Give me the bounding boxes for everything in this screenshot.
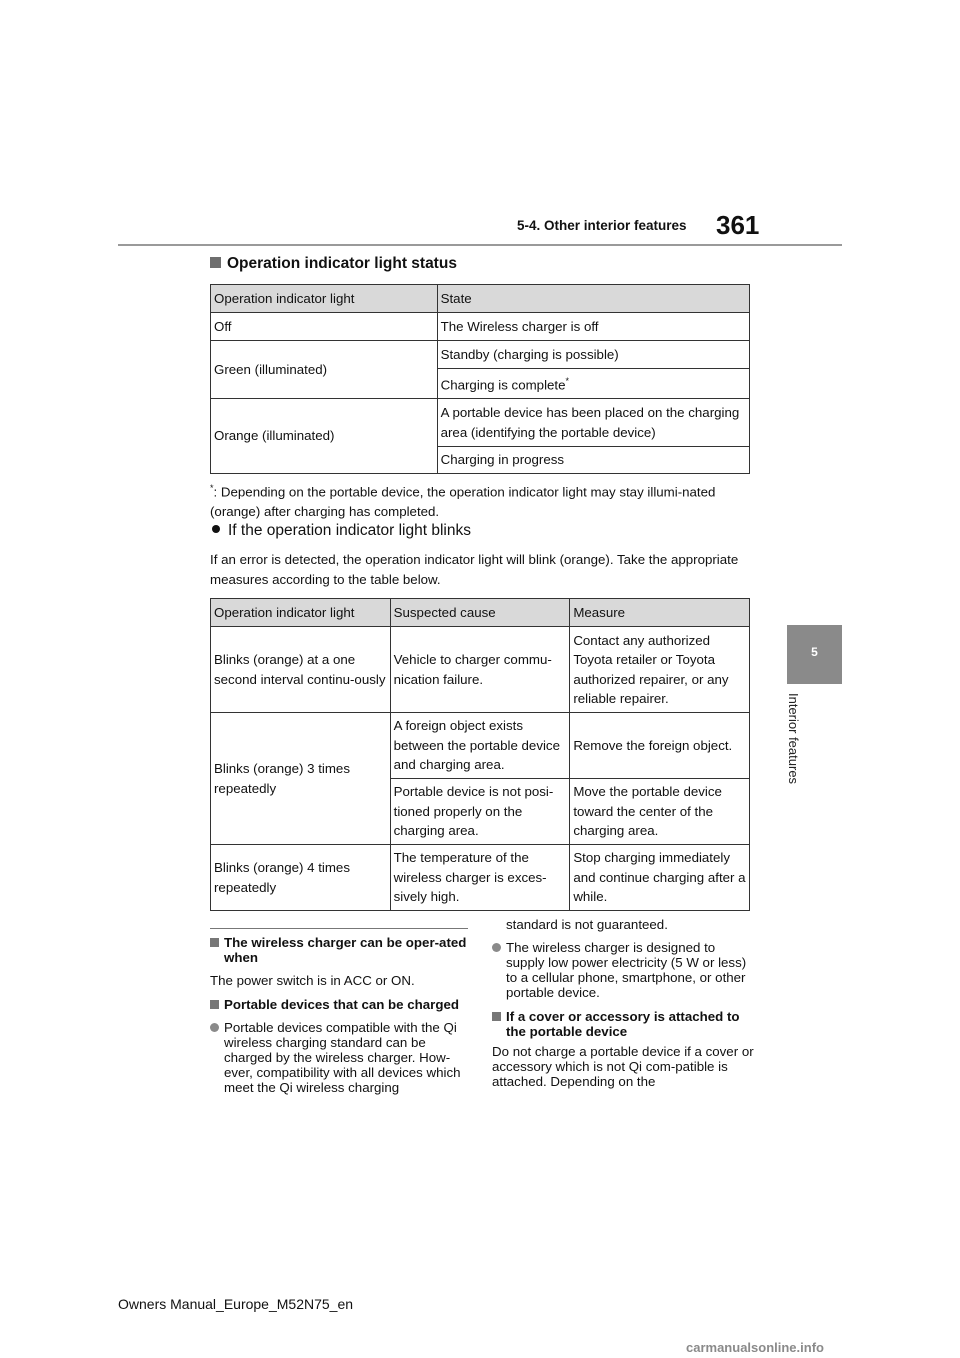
table-cell: Standby (charging is possible): [437, 341, 749, 369]
table-row: [211, 845, 750, 911]
footnote-text: : Depending on the portable device, the operation indicator light may stay illumi-nated (orange) after charging has completed.: [210, 484, 716, 520]
bullet-dot-icon: [492, 943, 501, 952]
table-cell: The Wireless charger is off: [437, 313, 749, 341]
note-bullet-text: The wireless charger is designed to supply low power electricity (5 W or less) to a cellular phone, smartphone, or other portable device.: [506, 940, 747, 1000]
table-cell: Blinks (orange) 3 times repeatedly: [211, 713, 391, 845]
table-header-cell: Operation indicator light: [211, 285, 438, 313]
table-row: [211, 313, 750, 341]
header-rule: [118, 244, 842, 246]
table-cell: Move the portable device toward the center of the charging area.: [570, 779, 750, 845]
table-cell: Vehicle to charger commu-nication failure.: [390, 627, 570, 713]
note-heading: [210, 935, 472, 965]
blink-section-title: If the operation indicator light blinks: [228, 522, 471, 539]
chapter-tab: 5: [787, 625, 842, 684]
table-header-row: [211, 599, 750, 627]
table-cell: Portable device is not posi-tioned properly on the charging area.: [390, 779, 570, 845]
note-heading: [492, 1009, 754, 1039]
cell-text: Charging is complete: [440, 377, 566, 393]
square-bullet-icon: [492, 1012, 501, 1021]
table-header-cell: Operation indicator light: [211, 599, 391, 627]
blink-table: [210, 598, 750, 911]
table-row: [211, 713, 750, 779]
blink-intro: If an error is detected, the operation indicator light will blink (orange). Take the appropriate measures according to the table below.: [210, 552, 739, 587]
chapter-tab-label: Interior features: [786, 693, 801, 785]
footer-text: Owners Manual_Europe_M52N75_en: [118, 1296, 354, 1312]
blink-section-heading: [212, 522, 471, 540]
status-table: [210, 284, 750, 474]
table-cell: Green (illuminated): [211, 341, 438, 399]
table-cell: Remove the foreign object.: [570, 713, 750, 779]
table-row: [211, 399, 750, 447]
footnote: [210, 478, 750, 522]
square-bullet-icon: [210, 938, 219, 947]
note-text: The power switch is in ACC or ON.: [210, 973, 415, 988]
table-cell: The temperature of the wireless charger is exces-sively high.: [390, 845, 570, 911]
table-cell: A portable device has been placed on the charging area (identifying the portable device): [437, 399, 749, 447]
table-cell: [437, 369, 749, 399]
table-cell: A foreign object exists between the portable device and charging area.: [390, 713, 570, 779]
note-text: standard is not guaranteed.: [506, 917, 668, 932]
status-section-heading: [210, 255, 457, 273]
footnote-marker: *: [565, 376, 570, 387]
table-cell: Off: [211, 313, 438, 341]
note-bullet: [210, 1020, 472, 1095]
table-header-cell: Suspected cause: [390, 599, 570, 627]
note-heading-text: The wireless charger can be oper-ated when: [224, 935, 467, 965]
section-title: 5-4. Other interior features: [517, 218, 687, 233]
table-cell: Stop charging immediately and continue charging after a while.: [570, 845, 750, 911]
table-row: [211, 341, 750, 369]
note-heading-text: Portable devices that can be charged: [224, 997, 459, 1012]
table-row: [211, 627, 750, 713]
square-bullet-icon: [210, 1000, 219, 1009]
table-cell: Contact any authorized Toyota retailer or Toyota authorized repairer, or any reliable repairer.: [570, 627, 750, 713]
table-cell: Orange (illuminated): [211, 399, 438, 474]
notes-rule: [210, 928, 468, 929]
square-bullet-icon: [210, 257, 221, 268]
bullet-dot-icon: [210, 1023, 219, 1032]
page-number: 361: [716, 210, 760, 240]
note-text: Do not charge a portable device if a cover or accessory which is not Qi com-patible is attached. Depending on the: [492, 1044, 754, 1089]
note-bullet: [492, 940, 754, 1000]
watermark: carmanualsonline.info: [686, 1340, 824, 1355]
table-cell: Blinks (orange) at a one second interval continu-ously: [211, 627, 391, 713]
table-header-cell: Measure: [570, 599, 750, 627]
note-heading: [210, 997, 472, 1012]
bullet-dot-icon: [212, 525, 220, 533]
table-header-row: [211, 285, 750, 313]
status-section-title: Operation indicator light status: [227, 255, 457, 272]
table-cell: Charging in progress: [437, 447, 749, 474]
table-cell: Blinks (orange) 4 times repeatedly: [211, 845, 391, 911]
notes-left-column: [210, 935, 472, 1095]
notes-right-column: [492, 917, 754, 1089]
table-header-cell: State: [437, 285, 749, 313]
footnote-marker: *: [210, 483, 214, 493]
note-bullet-text: Portable devices compatible with the Qi wireless charging standard can be charged by the wireless charger. How-ever, compatibility with all devices which meet the Qi wireless charging: [224, 1020, 461, 1095]
note-heading-text: If a cover or accessory is attached to the portable device: [506, 1009, 740, 1039]
